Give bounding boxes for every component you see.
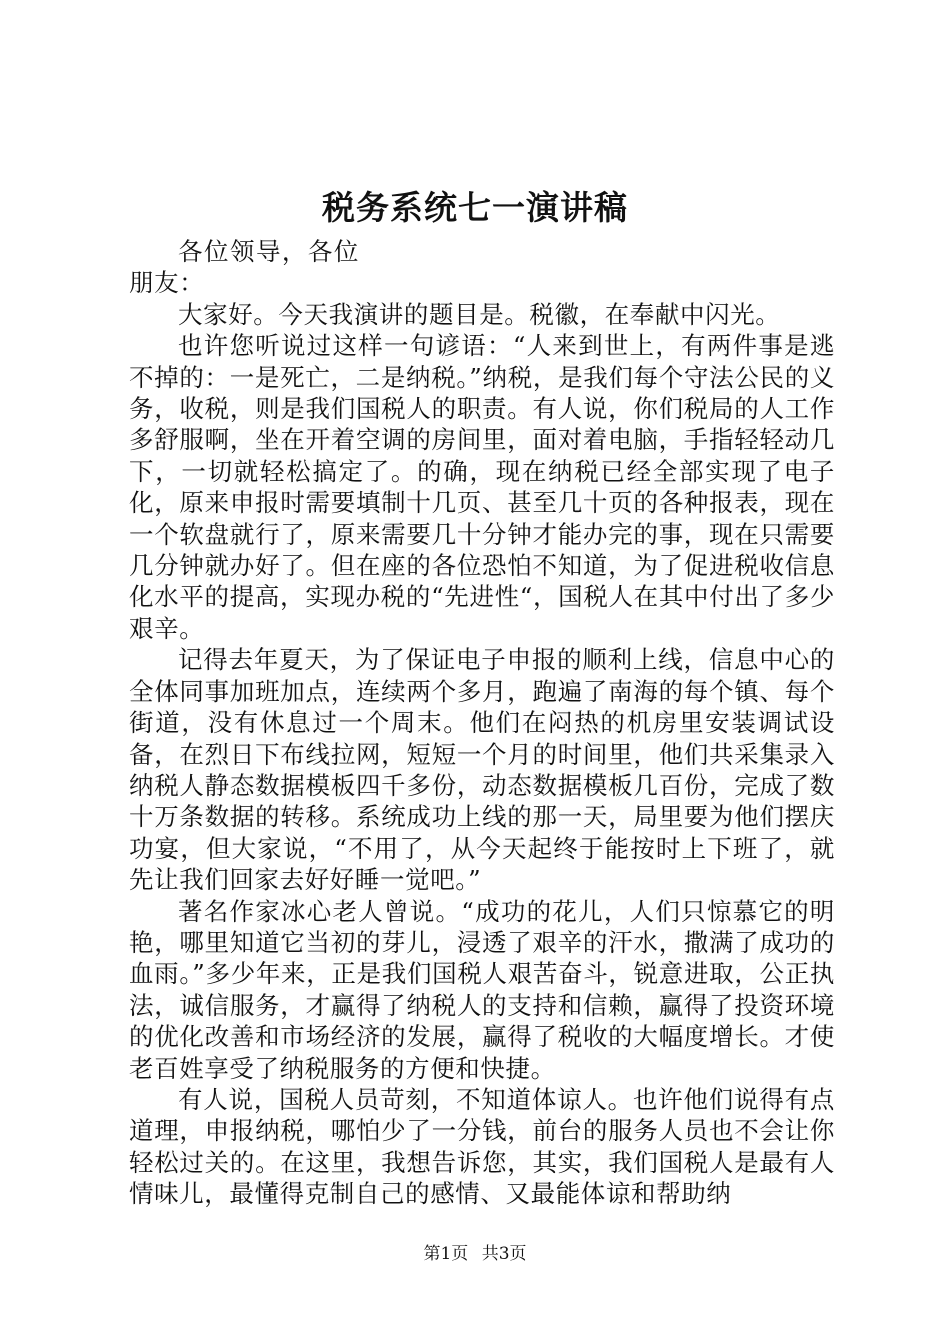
- page-number: 第1页: [423, 1244, 469, 1264]
- paragraph-salutation: 各位领导，各位朋友：: [129, 237, 359, 298]
- paragraph-last-summer: 记得去年夏天，为了保证电子申报的顺利上线，信息中心的全体同事加班加点，连续两个多月，跑遍了南海的每个镇、每个街道，没有休息过一个周末。他们在闷热的机房里安装调试设备，在烈日下布线拉网，短短一个月的时间里，他们共采集录入纳税人静态数据模板四千多份，动态数据模板几百份，完成了数十万条数据的转移。系统成功上线的那一天，局里要为他们摆庆功宴，但大家说，“不用了，从今天起终于能按时上下班了，就先让我们回家去好好睡一觉吧。”: [129, 645, 835, 895]
- paragraph-proverb: 也许您听说过这样一句谚语：“人来到世上，有两件事是逃不掉的：一是死亡，二是纳税。”纳税，是我们每个守法公民的义务，收税，则是我们国税人的职责。有人说，你们税局的人工作多舒服啊，坐在开着空调的房间里，面对着电脑，手指轻轻动几下，一切就轻松搞定了。的确，现在纳税已经全部实现了电子化，原来申报时需要填制十几页、甚至几十页的各种报表，现在一个软盘就行了，原来需要几十分钟才能办完的事，现在只需要几分钟就办好了。但在座的各位恐怕不知道，为了促进税收信息化水平的提高，实现办税的“先进性“，国税人在其中付出了多少艰辛。: [129, 331, 835, 643]
- total-pages: 共3页: [481, 1244, 527, 1264]
- paragraph-some-say: 有人说，国税人员苛刻，不知道体谅人。也许他们说得有点道理，申报纳税，哪怕少了一分钱，前台的服务人员也不会让你轻松过关的。在这里，我想告诉您，其实，我们国税人是最有人情味儿，最懂得克制自己的感情、又最能体谅和帮助纳: [129, 1084, 835, 1209]
- page-footer: [0, 1243, 950, 1265]
- document-body: [129, 236, 835, 1210]
- document-title: 税务系统七一演讲稿: [322, 188, 628, 227]
- paragraph-greeting: 大家好。今天我演讲的题目是。税徽，在奉献中闪光。: [178, 299, 781, 329]
- paragraph-bingxin-quote: 著名作家冰心老人曾说。“成功的花儿，人们只惊慕它的明艳，哪里知道它当初的芽儿，浸透了艰辛的汗水，撒满了成功的血雨。”多少年来，正是我们国税人艰苦奋斗，锐意进取，公正执法，诚信服务，才赢得了纳税人的支持和信赖，赢得了投资环境的优化改善和市场经济的发展，赢得了税收的大幅度增长。才使老百姓享受了纳税服务的方便和快捷。: [129, 896, 835, 1083]
